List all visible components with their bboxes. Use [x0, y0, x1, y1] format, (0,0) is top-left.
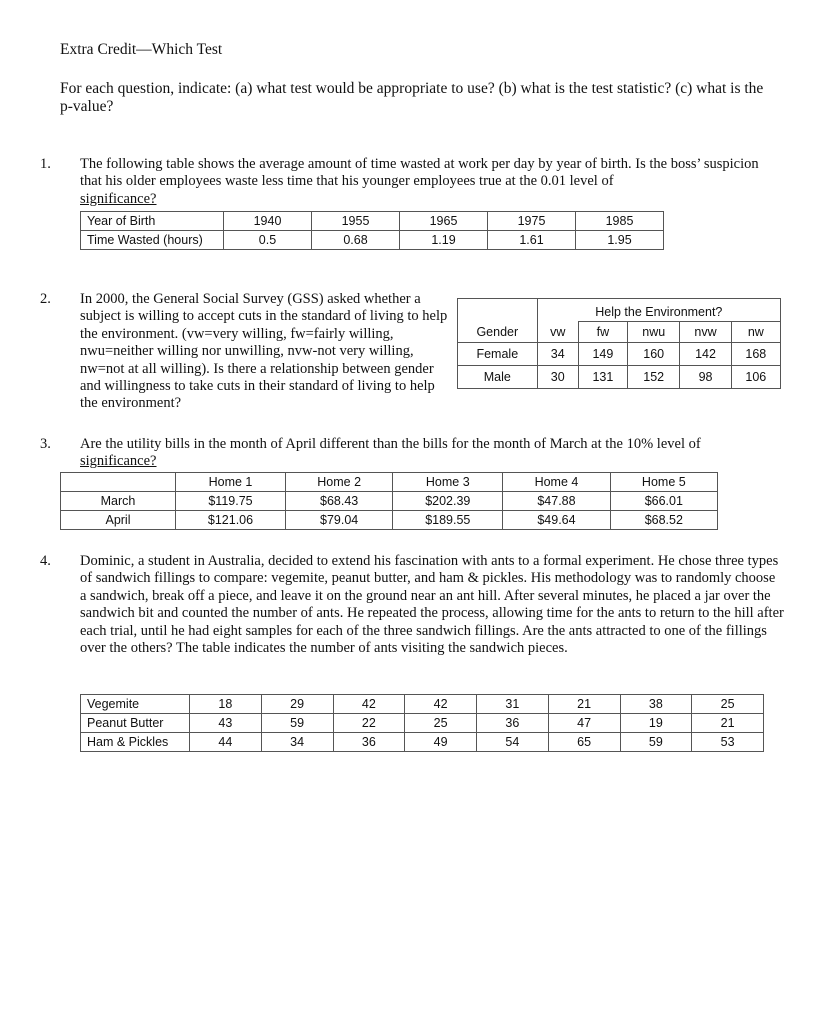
question-4	[40, 553, 785, 657]
table-cell: 21	[548, 695, 620, 714]
table-cell: $119.75	[176, 492, 286, 511]
table-cell: 149	[578, 342, 627, 365]
table-cell: 22	[333, 714, 405, 733]
table-cell: $121.06	[176, 511, 286, 530]
table-cell: 29	[261, 695, 333, 714]
question-2-number: 2.	[40, 291, 51, 307]
table-row	[61, 473, 718, 492]
table-cell: 21	[692, 714, 764, 733]
column-header: Home 4	[503, 473, 610, 492]
row-label: March	[61, 492, 176, 511]
table-cell: $79.04	[285, 511, 392, 530]
question-3-text: Are the utility bills in the month of April different than the bills for the month of March at the 10% level of	[80, 436, 701, 452]
table-row	[61, 511, 718, 530]
empty-cell	[458, 299, 538, 322]
table-cell: 44	[190, 733, 262, 752]
row-label: Year of Birth	[81, 212, 224, 231]
table-cell: 160	[628, 342, 680, 365]
table-cell: 59	[620, 733, 692, 752]
table-cell: 36	[477, 714, 549, 733]
table-cell: 65	[548, 733, 620, 752]
table-cell: 38	[620, 695, 692, 714]
table-cell: 34	[261, 733, 333, 752]
column-header: nw	[731, 322, 780, 343]
table-row	[458, 365, 781, 388]
q2-table	[457, 298, 781, 389]
column-header: Home 2	[285, 473, 392, 492]
hours-cell: 0.5	[224, 231, 312, 250]
year-cell: 1965	[400, 212, 488, 231]
column-label: Gender	[458, 322, 538, 343]
empty-cell	[61, 473, 176, 492]
q4-table	[80, 694, 764, 752]
table-row	[81, 212, 664, 231]
column-header: fw	[578, 322, 627, 343]
table-cell: $49.64	[503, 511, 610, 530]
table-row	[81, 714, 764, 733]
question-2-text: In 2000, the General Social Survey (GSS) asked whether a subject is willing to accept cuts in the standard of living to help the environment. (vw=very willing, fw=fairly willing, nwu=neither willing nor unwilling, nvw-not very willing, nw=not at all willing). Is there a relationship between gender and willingness to take cuts in their standard of living to help the environment?	[80, 291, 448, 412]
table-row	[61, 492, 718, 511]
q3-table	[60, 472, 718, 530]
q1-table	[80, 211, 664, 250]
row-label: Female	[458, 342, 538, 365]
table-cell: 25	[692, 695, 764, 714]
table-cell: 106	[731, 365, 780, 388]
question-1-significance: significance?	[80, 190, 157, 207]
column-header: Home 1	[176, 473, 286, 492]
table-cell: $68.52	[610, 511, 717, 530]
hours-cell: 0.68	[312, 231, 400, 250]
table-cell: 43	[190, 714, 262, 733]
table-row	[458, 322, 781, 343]
row-label: Ham & Pickles	[81, 733, 190, 752]
table-row	[458, 299, 781, 322]
table-cell: $66.01	[610, 492, 717, 511]
instructions: For each question, indicate: (a) what test would be appropriate to use? (b) what is the test statistic? (c) what is the p-value?	[60, 80, 764, 115]
column-header: Home 3	[393, 473, 503, 492]
row-label: Vegemite	[81, 695, 190, 714]
table-row	[81, 695, 764, 714]
table-cell: 98	[680, 365, 731, 388]
question-2	[40, 291, 448, 413]
table-cell: 19	[620, 714, 692, 733]
table-cell: 36	[333, 733, 405, 752]
year-cell: 1955	[312, 212, 400, 231]
question-4-number: 4.	[40, 553, 51, 569]
page-title: Extra Credit—Which Test	[60, 41, 223, 58]
question-3	[40, 436, 780, 471]
table-cell: $189.55	[393, 511, 503, 530]
year-cell: 1985	[576, 212, 664, 231]
table-cell: 131	[578, 365, 627, 388]
table-cell: 34	[537, 342, 578, 365]
hours-cell: 1.61	[488, 231, 576, 250]
table-header: Help the Environment?	[537, 299, 780, 322]
question-3-number: 3.	[40, 436, 51, 452]
table-cell: $202.39	[393, 492, 503, 511]
table-cell: 168	[731, 342, 780, 365]
row-label: Male	[458, 365, 538, 388]
table-cell: 42	[405, 695, 477, 714]
column-header: nwu	[628, 322, 680, 343]
table-cell: 152	[628, 365, 680, 388]
table-cell: 31	[477, 695, 549, 714]
column-header: nvw	[680, 322, 731, 343]
hours-cell: 1.19	[400, 231, 488, 250]
table-cell: 59	[261, 714, 333, 733]
table-cell: 49	[405, 733, 477, 752]
table-cell: 25	[405, 714, 477, 733]
table-row	[81, 231, 664, 250]
table-row	[458, 342, 781, 365]
table-cell: 30	[537, 365, 578, 388]
table-row	[81, 733, 764, 752]
table-cell: 47	[548, 714, 620, 733]
table-cell: $47.88	[503, 492, 610, 511]
table-cell: $68.43	[285, 492, 392, 511]
question-1	[40, 156, 760, 208]
year-cell: 1975	[488, 212, 576, 231]
question-4-text: Dominic, a student in Australia, decided to extend his fascination with ants to a formal experiment. He chose three types of sandwich fillings to compare: vegemite, peanut butter, and ham & pickles. His methodology was to randomly choose a sandwich, break off a piece, and leave it on the ground near an ant hill. After several minutes, he placed a jar over the sandwich bit and counted the number of ants. He repeated the process, allowing time for the ants to return to the hill after each trial, until he had eight samples for each of the three sandwich fillings. Are the ants attracted to one of the fillings over the others? The table indicates the number of ants visiting the sandwich pieces.	[80, 553, 784, 657]
year-cell: 1940	[224, 212, 312, 231]
hours-cell: 1.95	[576, 231, 664, 250]
table-cell: 142	[680, 342, 731, 365]
question-3-significance: significance?	[80, 453, 157, 470]
column-header: vw	[537, 322, 578, 343]
row-label: Time Wasted (hours)	[81, 231, 224, 250]
table-cell: 18	[190, 695, 262, 714]
table-cell: 53	[692, 733, 764, 752]
row-label: April	[61, 511, 176, 530]
question-1-number: 1.	[40, 156, 51, 172]
row-label: Peanut Butter	[81, 714, 190, 733]
question-1-text: The following table shows the average amount of time wasted at work per day by year of birth. Is the boss’ suspicion that his older employees waste less time that his younger employees true at the 0.01 level of	[80, 156, 759, 190]
column-header: Home 5	[610, 473, 717, 492]
table-cell: 42	[333, 695, 405, 714]
table-cell: 54	[477, 733, 549, 752]
